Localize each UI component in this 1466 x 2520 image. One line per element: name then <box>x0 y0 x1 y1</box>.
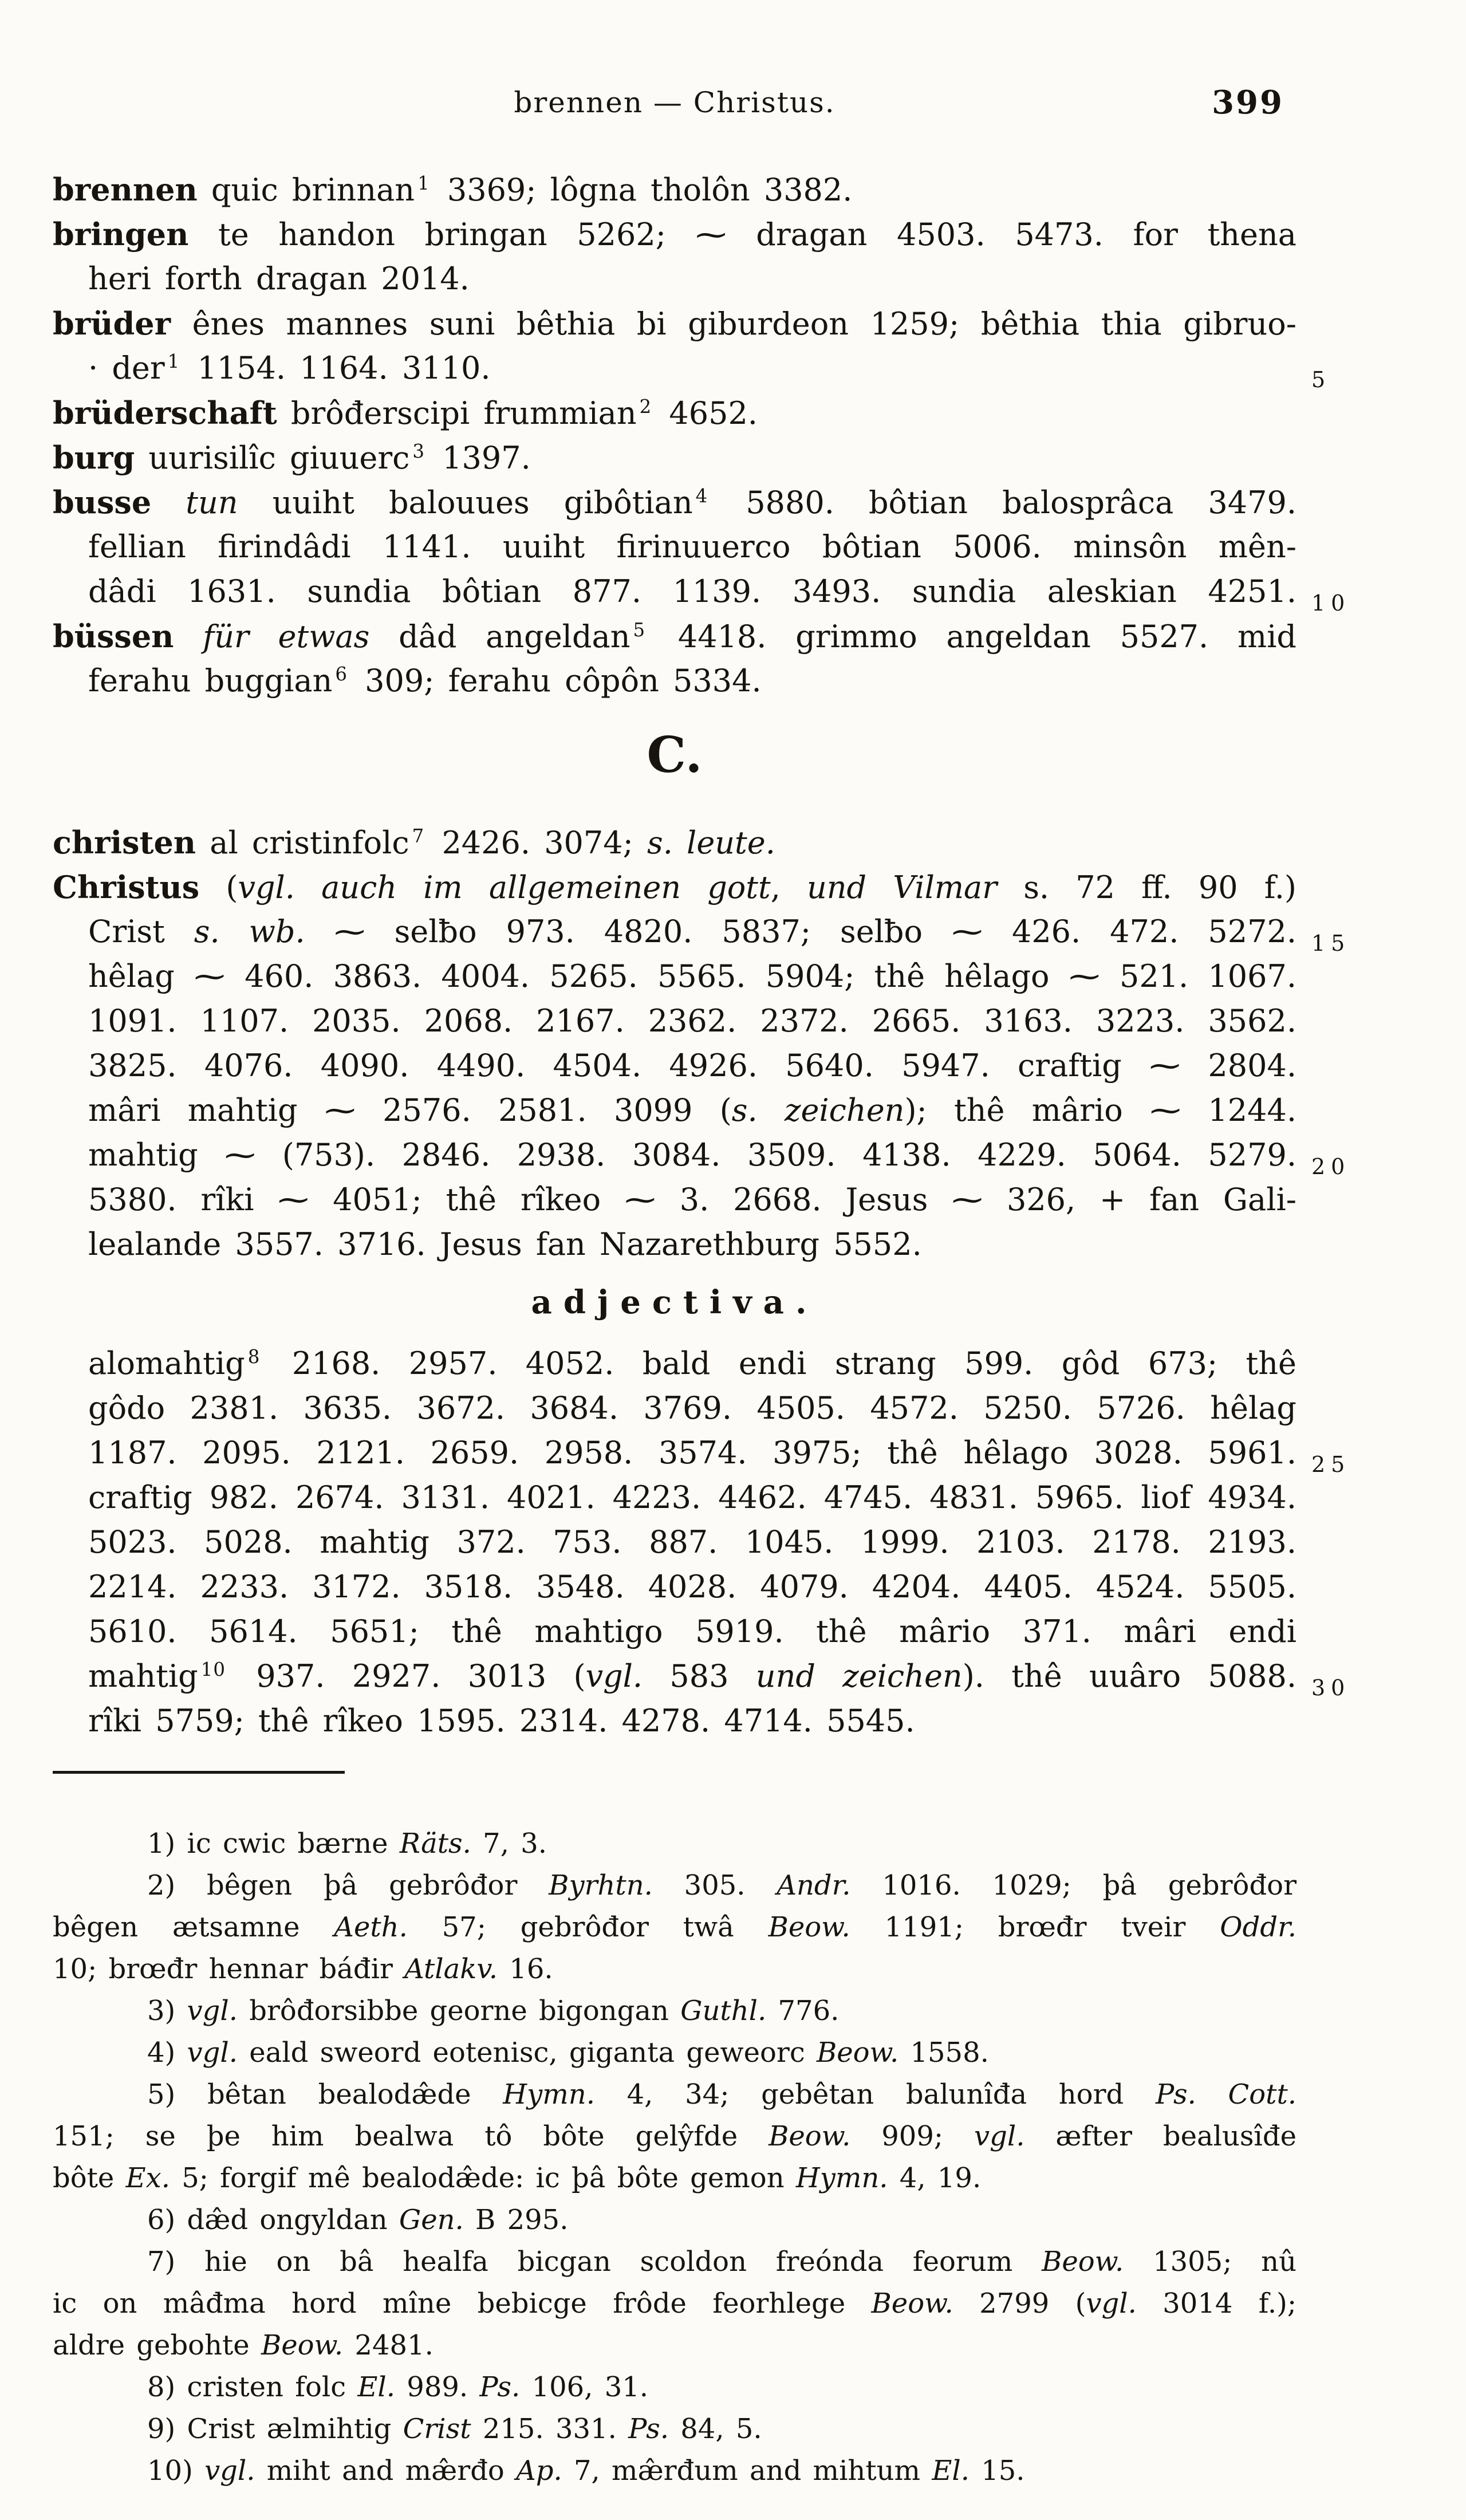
footnote <box>53 2241 1296 2367</box>
text-segment: 7) hie on bâ healfa bicgan scoldon freónda feorum <box>147 2246 1042 2278</box>
text-segment: aldre gebohte <box>53 2329 261 2361</box>
text-segment: 1558. <box>898 2037 989 2069</box>
text-segment: rîki 5759; thê rîkeo 1595. 2314. 4278. 4714. 5545. <box>88 1703 915 1739</box>
margin-line-number: 10 <box>1311 590 1351 616</box>
text-segment: Beow. <box>261 2329 344 2361</box>
text-segment: burg <box>53 439 135 476</box>
text-segment: vgl. <box>204 2455 255 2487</box>
text-segment: vgl. auch im allgemeinen gott <box>238 869 771 905</box>
text-segment: 3) <box>147 1995 187 2027</box>
text-segment: Byrhtn. <box>549 1869 653 1901</box>
text-segment: Hymn. <box>795 2162 888 2194</box>
text-line <box>53 1341 1296 1386</box>
text-line <box>53 954 1296 999</box>
text-segment: Christus <box>53 869 200 905</box>
text-segment: Hymn. <box>503 2078 595 2110</box>
text-segment: 57; gebrôđor twâ <box>407 1911 769 1943</box>
text-segment: 5610. 5614. 5651; thê mahtigo 5919. thê mârio 371. mâri endi <box>88 1613 1296 1649</box>
text-segment: s. leute. <box>647 825 775 861</box>
text-segment: Crist <box>88 914 194 950</box>
text-segment: und Vilmar <box>807 869 998 905</box>
text-segment: 7, 3. <box>471 1828 547 1860</box>
text-segment <box>151 485 186 521</box>
margin-line-number: 15 <box>1311 931 1351 956</box>
text-segment: 151; se þe him bealwa tô bôte gelŷfde <box>53 2120 769 2152</box>
text-segment: Räts. <box>399 1828 471 1860</box>
entry-paragraph <box>53 820 1296 865</box>
text-segment: El. <box>932 2455 970 2487</box>
text-segment: miht and mæ̂rđo <box>255 2455 517 2487</box>
text-line <box>53 2325 1296 2367</box>
text-segment: vgl. <box>974 2120 1025 2152</box>
text-segment: 5) bêtan bealodæ̂de <box>147 2078 503 2110</box>
text-segment: hêlag ⁓ 460. 3863. 4004. 5265. 5565. 5904; thê hêlago ⁓ 521. 1067. <box>88 958 1296 994</box>
text-segment: 583 <box>643 1658 756 1694</box>
footnote <box>53 1865 1296 1990</box>
text-segment: 305. <box>652 1869 777 1901</box>
footnote <box>53 2074 1296 2199</box>
text-line <box>53 1907 1296 1948</box>
text-segment: fellian firindâdi 1141. uuiht firinuuerco bôtian 5006. minsôn mên- <box>88 529 1296 565</box>
text-segment: 84, 5. <box>669 2413 762 2445</box>
text-segment: 6 <box>335 663 348 685</box>
entry-paragraph <box>53 435 1296 480</box>
text-segment: Crist <box>403 2413 471 2445</box>
text-segment: Aeth. <box>334 1911 408 1943</box>
text-segment: vgl. <box>187 2037 238 2069</box>
footnote-divider <box>53 1771 345 1774</box>
text-segment: bringen <box>53 216 189 253</box>
text-segment: 3 <box>412 440 425 462</box>
text-segment: 4, 19. <box>888 2162 982 2194</box>
text-line <box>53 1386 1296 1431</box>
text-line <box>53 1044 1296 1088</box>
text-line <box>53 1222 1296 1267</box>
text-segment: 1091. 1107. 2035. 2068. 2167. 2362. 2372. 2665. 3163. 3223. 3562. <box>88 1003 1296 1039</box>
text-segment: vgl. <box>1086 2287 1137 2320</box>
text-segment: 937. 2927. 3013 ( <box>228 1658 586 1694</box>
margin-line-number: 30 <box>1311 1675 1351 1700</box>
text-segment: El. <box>357 2371 396 2403</box>
text-segment: Gen. <box>399 2204 464 2236</box>
text-segment: für etwas <box>203 619 370 655</box>
text-segment: s. 72 ff. 90 f.) <box>997 869 1297 905</box>
text-segment: Ex. <box>125 2162 170 2194</box>
text-segment: 1) ic cwic bærne <box>147 1828 400 1860</box>
text-line <box>53 1699 1296 1743</box>
text-line <box>53 1088 1296 1133</box>
text-line <box>53 909 1351 956</box>
text-segment: 1154. 1164. 3110. <box>183 350 491 386</box>
text-line <box>53 1865 1296 1907</box>
text-segment: 8) cristen folc <box>147 2371 358 2403</box>
text-segment: tun <box>186 485 238 521</box>
text-segment: mahtig ⁓ (753). 2846. 2938. 3084. 3509. 4138. 4229. 5064. 5279. <box>88 1137 1296 1173</box>
text-segment: dâd angeldan <box>369 619 630 655</box>
text-segment: 4 <box>695 485 708 507</box>
text-segment: ferahu buggian <box>88 663 333 699</box>
text-segment: 2426. 3074; <box>428 825 647 861</box>
text-segment: ênes mannes suni bêthia bi giburdeon 1259; bêthia thia gibruo- <box>171 306 1296 342</box>
text-segment: 8 <box>247 1346 261 1368</box>
text-segment: æfter bealusîđe <box>1024 2120 1296 2152</box>
text-line <box>53 257 1296 301</box>
text-segment: christen <box>53 824 196 861</box>
footnote <box>53 2450 1296 2492</box>
entry-paragraph <box>53 301 1331 392</box>
text-segment: 4) <box>147 2037 187 2069</box>
text-segment: ( <box>199 869 238 905</box>
footnote <box>53 2199 1296 2241</box>
text-segment: vgl. <box>187 1995 238 2027</box>
text-segment: 989. <box>395 2371 480 2403</box>
text-line <box>53 2367 1296 2408</box>
entry-paragraph <box>53 1341 1351 1743</box>
text-segment: brennen <box>53 171 198 208</box>
text-segment: Beow. <box>816 2037 899 2069</box>
text-segment: ). thê uuâro 5088. <box>962 1658 1296 1694</box>
text-line <box>53 659 1296 703</box>
text-segment: Beow. <box>871 2287 953 2320</box>
text-line <box>53 1565 1296 1609</box>
text-segment: 10) <box>147 2455 205 2487</box>
text-line <box>53 167 1296 212</box>
footnote <box>53 1823 1296 1865</box>
text-segment: al cristinfolc <box>196 825 409 861</box>
text-segment: ); thê mârio ⁓ 1244. <box>904 1092 1296 1128</box>
text-segment: 1397. <box>428 440 531 476</box>
margin-line-number: 20 <box>1311 1154 1351 1179</box>
text-segment: craftig 982. 2674. 3131. 4021. 4223. 4462. 4745. 4831. 5965. liof 4934. <box>88 1479 1296 1515</box>
text-segment: 10 <box>200 1659 226 1680</box>
text-segment: 1187. 2095. 2121. 2659. 2958. 3574. 3975; thê hêlago 3028. 5961. <box>88 1435 1296 1471</box>
text-line <box>53 1178 1296 1222</box>
text-segment: 2 <box>639 396 652 418</box>
text-segment: 4418. grimmo angeldan 5527. mid <box>649 619 1296 655</box>
text-segment: Ap. <box>516 2455 562 2487</box>
text-segment: ic on mâđma hord mîne bebicge frôde feorhlege <box>53 2287 872 2320</box>
text-segment: s. wb. <box>194 914 305 950</box>
text-segment: 1 <box>167 351 180 372</box>
text-line <box>53 999 1296 1044</box>
text-line <box>53 435 1296 480</box>
text-segment: Ps. <box>479 2371 521 2403</box>
text-segment: 10; brœđr hennar báđir <box>53 1953 405 1985</box>
text-segment: 1 <box>417 172 430 194</box>
text-line <box>53 2241 1296 2283</box>
text-segment: 15. <box>969 2455 1025 2487</box>
page-number: 399 <box>1212 84 1284 121</box>
text-segment: Ps. <box>628 2413 669 2445</box>
text-segment: 7 <box>412 825 425 847</box>
text-segment: mahtig <box>88 1658 198 1694</box>
text-segment: bôte <box>53 2162 126 2194</box>
subsection-heading: adjectiva. <box>531 1283 818 1321</box>
text-segment: s. zeichen <box>731 1092 905 1128</box>
text-line <box>53 865 1296 909</box>
text-segment: 2214. 2233. 3172. 3518. 3548. 4028. 4079. 4204. 4405. 4524. 5505. <box>88 1569 1296 1605</box>
text-segment: 5380. rîki ⁓ 4051; thê rîkeo ⁓ 3. 2668. Jesus ⁓ 326, + fan Gali- <box>88 1182 1296 1218</box>
text-line <box>53 820 1296 865</box>
text-segment: uuiht balouues gibôtian <box>238 485 693 521</box>
entry-paragraph <box>53 865 1351 1267</box>
margin-line-number: 5 <box>1311 367 1331 392</box>
text-segment: mâri mahtig ⁓ 2576. 2581. 3099 ( <box>88 1092 732 1128</box>
text-segment: 5 <box>633 619 646 641</box>
text-segment: vgl. <box>585 1658 643 1694</box>
entry-paragraph <box>53 614 1296 703</box>
text-line <box>53 212 1296 257</box>
text-line <box>53 2283 1296 2325</box>
text-segment: brôđerscipi frummian <box>277 395 637 431</box>
text-segment: 2168. 2957. 4052. bald endi strang 599. gôd 673; thê <box>263 1345 1296 1381</box>
text-segment: busse <box>53 484 152 521</box>
text-segment: 7, mæ̂rđum and mihtum <box>562 2455 932 2487</box>
text-line <box>53 480 1296 525</box>
text-segment: Guthl. <box>680 1995 767 2027</box>
text-segment: alomahtig <box>88 1345 245 1381</box>
footnote <box>53 1990 1296 2032</box>
footnote <box>53 2367 1296 2408</box>
text-segment: eald sweord eotenisc, giganta geweorc <box>237 2037 817 2069</box>
margin-line-number: 25 <box>1311 1452 1351 1477</box>
text-segment: te handon bringan 5262; ⁓ dragan 4503. 5473. for thena <box>188 216 1296 253</box>
text-segment: dâdi 1631. sundia bôtian 877. 1139. 3493. sundia aleskian 4251. <box>88 573 1296 609</box>
header-title: brennen — Christus. <box>514 86 836 119</box>
text-segment: 909; <box>850 2120 974 2152</box>
text-segment: 1016. 1029; þâ gebrôđor <box>850 1869 1297 1901</box>
text-line <box>53 569 1351 616</box>
text-column <box>53 167 1351 2492</box>
text-segment: brôđorsibbe georne bigongan <box>237 1995 681 2027</box>
text-line <box>53 2074 1296 2116</box>
text-line <box>53 2116 1296 2157</box>
text-segment: heri forth dragan 2014. <box>88 261 470 297</box>
text-segment: brüderschaft <box>53 395 277 431</box>
text-segment: · der <box>88 350 165 386</box>
text-line <box>53 2450 1296 2492</box>
text-segment <box>174 619 203 655</box>
section-heading: C. <box>647 726 703 784</box>
text-segment: 776. <box>766 1995 840 2027</box>
text-segment: 5023. 5028. mahtig 372. 753. 887. 1045. 1999. 2103. 2178. 2193. <box>88 1524 1296 1560</box>
text-segment: 3825. 4076. 4090. 4490. 4504. 4926. 5640. 5947. craftig ⁓ 2804. <box>88 1048 1296 1084</box>
text-segment: , <box>770 869 807 905</box>
text-line <box>53 1475 1296 1520</box>
text-segment: 309; ferahu côpôn 5334. <box>351 663 762 699</box>
entry-paragraph <box>53 167 1296 212</box>
text-line <box>53 525 1296 569</box>
text-line <box>53 2157 1296 2199</box>
text-segment: ⁓ selƀo 973. 4820. 5837; selƀo ⁓ 426. 472. 5272. <box>305 914 1296 950</box>
text-segment: 4, 34; gebêtan balunîđa hord <box>594 2078 1156 2110</box>
text-segment: 3369; lôgna tholôn 3382. <box>433 172 853 208</box>
text-line <box>53 2032 1296 2074</box>
text-segment: bêgen ætsamne <box>53 1911 334 1943</box>
text-segment: uurisilîc giuuerc <box>135 440 410 476</box>
text-line <box>53 1133 1351 1179</box>
text-line <box>53 1654 1351 1700</box>
entry-paragraph <box>53 391 1296 435</box>
text-line <box>53 1990 1296 2032</box>
running-header <box>53 86 1296 126</box>
text-segment: 4652. <box>655 395 758 431</box>
text-segment: Oddr. <box>1220 1911 1297 1943</box>
text-line <box>53 1948 1296 1990</box>
text-segment: büssen <box>53 618 174 655</box>
text-line <box>53 391 1296 435</box>
text-line <box>53 1520 1296 1565</box>
text-line <box>53 614 1296 659</box>
entry-paragraph <box>53 480 1351 616</box>
text-segment: 5880. bôtian balosprâca 3479. <box>711 485 1296 521</box>
text-line <box>53 2408 1296 2450</box>
text-segment: quic brinnan <box>197 172 415 208</box>
text-line <box>53 1823 1296 1865</box>
text-segment: 3014 f.); <box>1136 2287 1296 2320</box>
text-line <box>53 2199 1296 2241</box>
text-line <box>53 346 1331 392</box>
text-segment: 1305; nû <box>1124 2246 1297 2278</box>
text-segment: B 295. <box>463 2204 569 2236</box>
entry-paragraph <box>53 212 1296 301</box>
text-segment: 106, 31. <box>520 2371 649 2403</box>
footnote <box>53 2408 1296 2450</box>
footnote <box>53 2032 1296 2074</box>
text-segment: lealande 3557. 3716. Jesus fan Nazarethburg 5552. <box>88 1226 922 1262</box>
text-segment: 2481. <box>343 2329 434 2361</box>
text-segment: brüder <box>53 305 171 342</box>
text-line <box>53 1609 1296 1654</box>
text-line <box>53 301 1296 346</box>
text-segment: und zeichen <box>755 1658 963 1694</box>
text-segment: Beow. <box>1042 2246 1124 2278</box>
text-segment: gôdo 2381. 3635. 3672. 3684. 3769. 4505. 4572. 5250. 5726. hêlag <box>88 1390 1296 1426</box>
text-segment: 215. 331. <box>471 2413 629 2445</box>
text-segment: 9) Crist ælmihtig <box>147 2413 403 2445</box>
text-segment: 5; forgif mê bealodæ̂de: ic þâ bôte gemon <box>170 2162 796 2194</box>
text-segment: Ps. Cott. <box>1155 2078 1297 2110</box>
text-segment: 2) bêgen þâ gebrôđor <box>147 1869 549 1901</box>
text-segment: 2799 ( <box>953 2287 1086 2320</box>
text-segment: Atlakv. <box>404 1953 498 1985</box>
text-segment: Beow. <box>769 2120 851 2152</box>
text-segment: 1191; brœđr tveir <box>850 1911 1220 1943</box>
text-segment: Beow. <box>768 1911 850 1943</box>
text-line <box>53 1431 1351 1477</box>
text-segment: Andr. <box>777 1869 851 1901</box>
text-segment: 16. <box>498 1953 553 1985</box>
text-segment: 6) dæ̂d ongyldan <box>147 2204 399 2236</box>
